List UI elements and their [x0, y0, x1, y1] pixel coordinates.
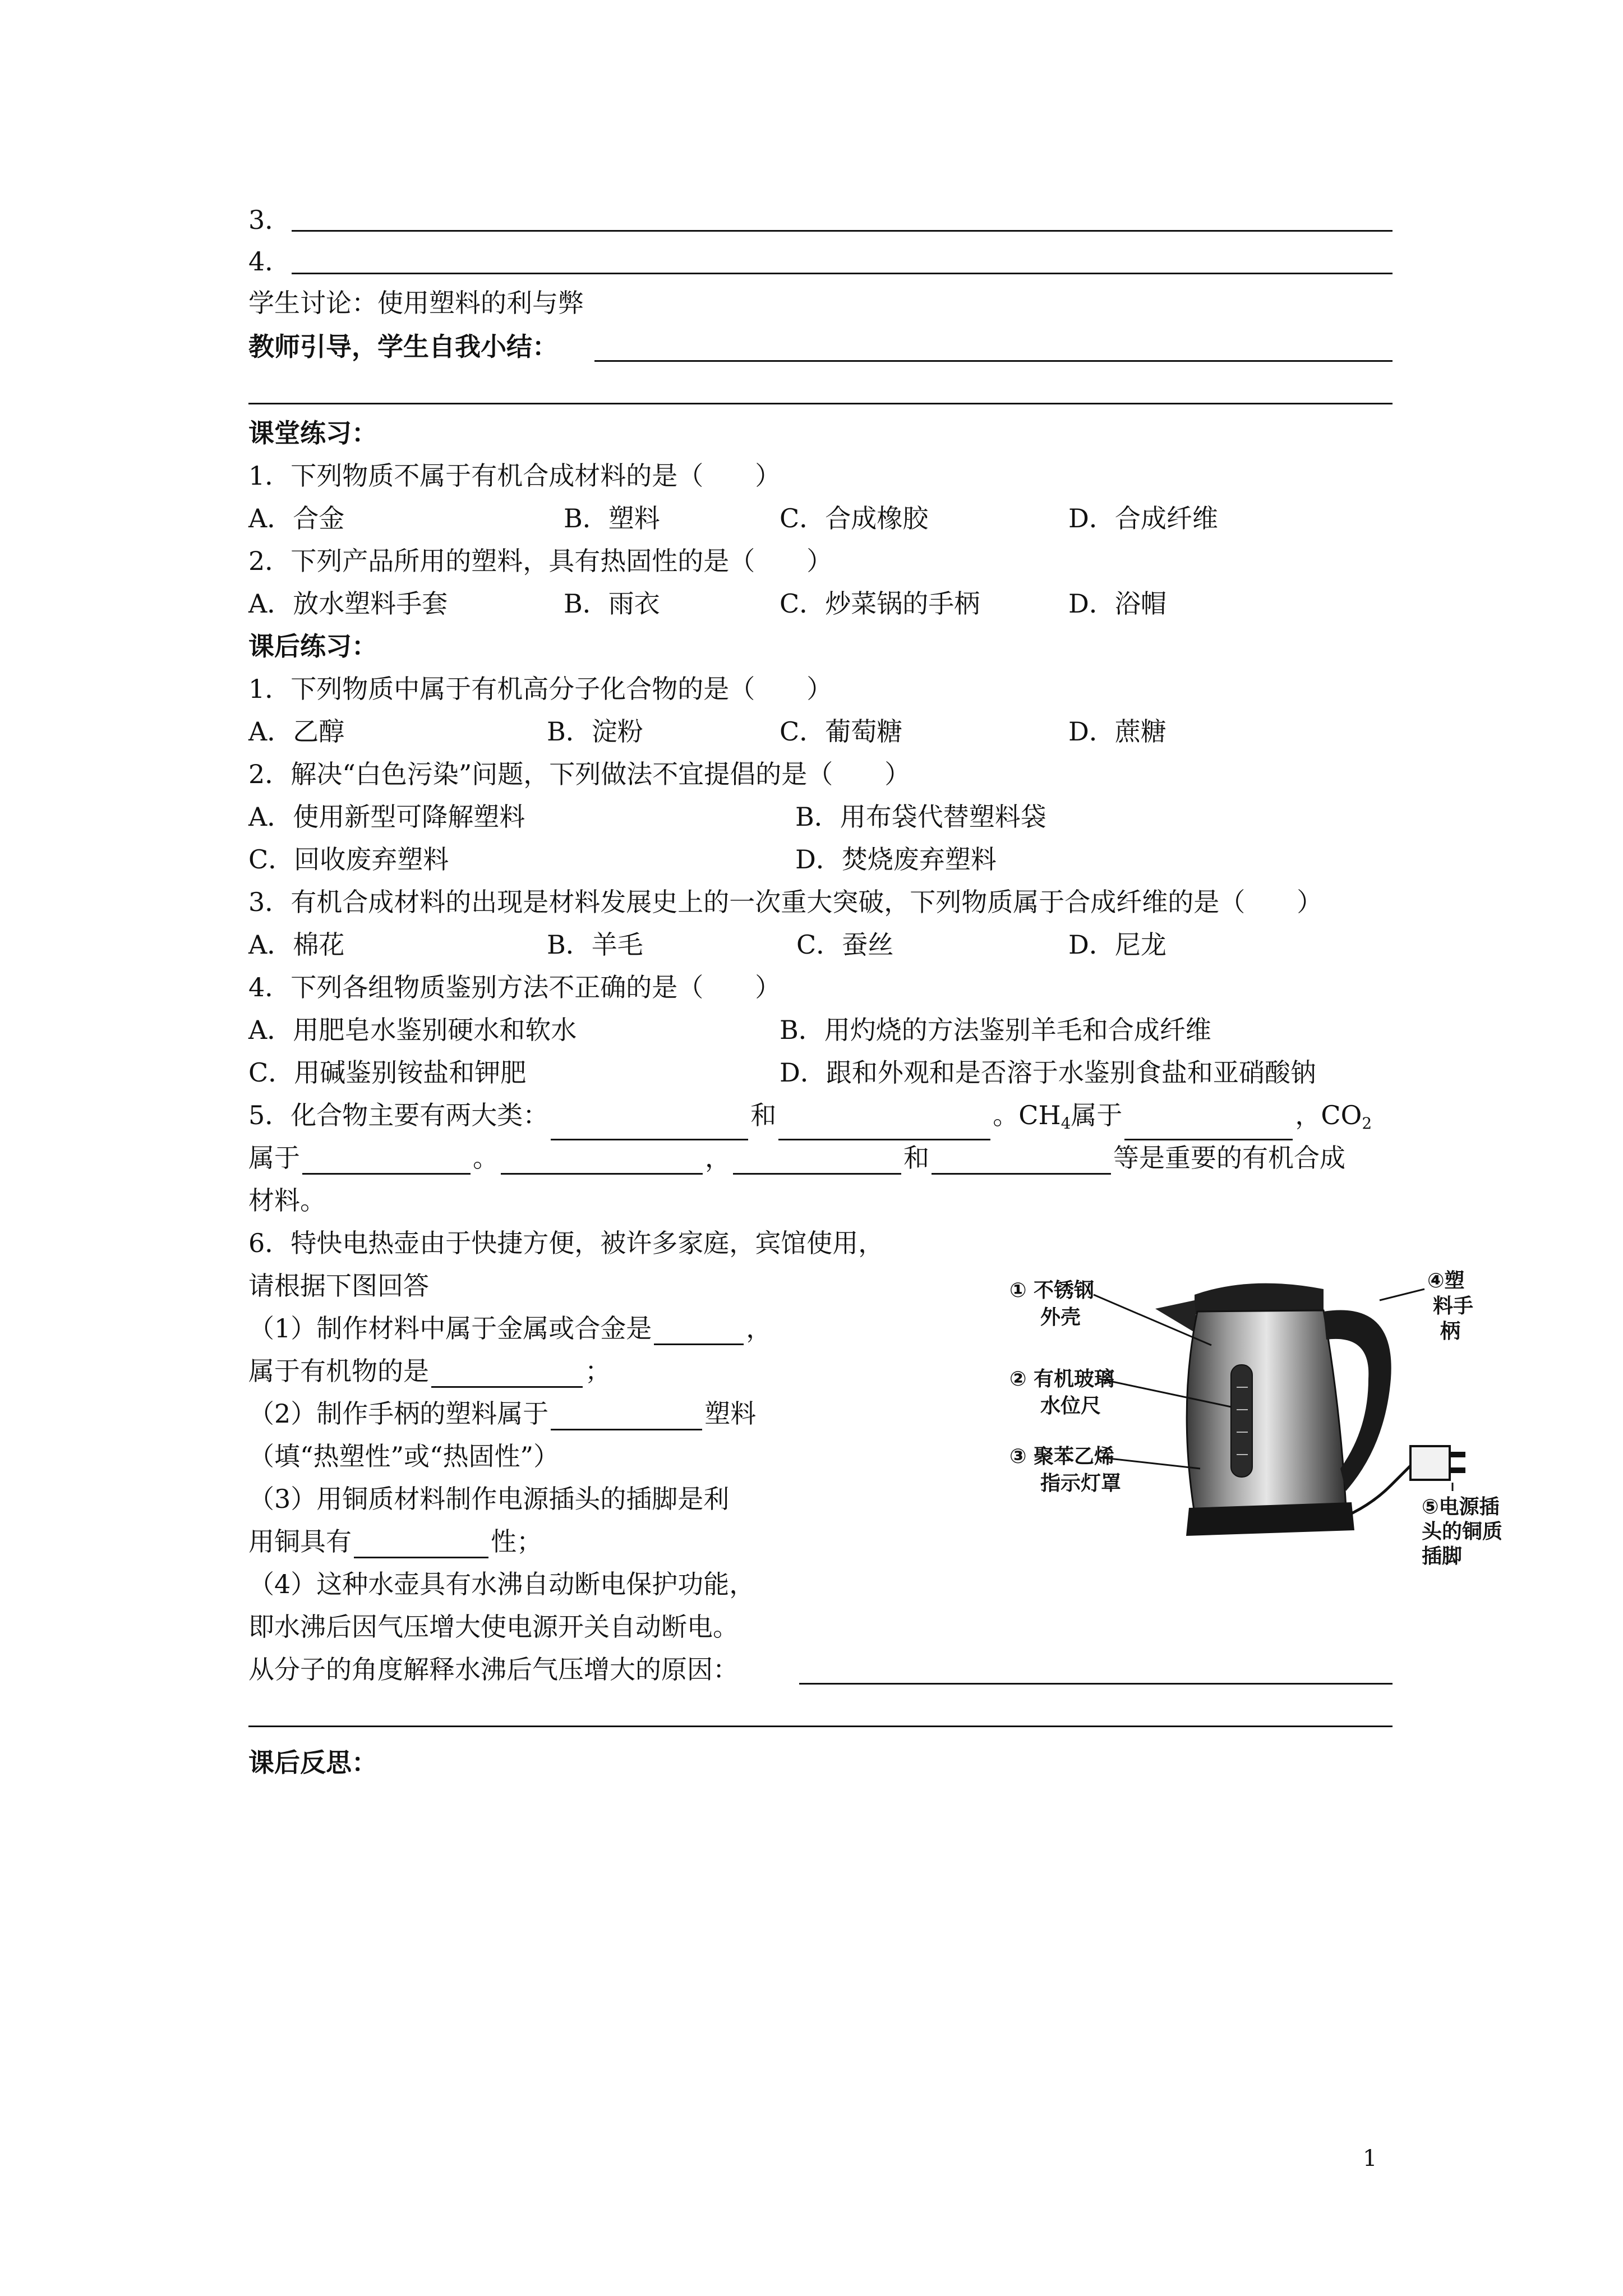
discussion-text: 学生讨论：使用塑料的利与弊 — [248, 288, 584, 318]
homework-q6-l5: （2）制作手柄的塑料属于 塑料 — [248, 1397, 756, 1430]
electric-kettle-figure — [1009, 1267, 1525, 1609]
classroom-q1-stem: 1．下列物质不属于有机合成材料的是（ ） — [248, 461, 781, 491]
homework-q6-l7: （3）用铜质材料制作电源插头的插脚是利 — [248, 1484, 730, 1514]
figure-label-4b: 料手 — [1433, 1295, 1474, 1318]
summary-label: 教师引导，学生自我小结： — [248, 332, 558, 362]
summary-line-1[interactable] — [594, 360, 1393, 362]
classroom-q1-option-d[interactable]: D．合成纤维 — [1068, 503, 1218, 533]
homework-q1-option-a[interactable]: A．乙醇 — [248, 716, 345, 747]
classroom-q1-option-b[interactable]: B．塑料 — [564, 503, 660, 533]
homework-q6-l10: 即水沸后因气压增大使电源开关自动断电。 — [248, 1612, 739, 1642]
homework-q6-l11: 从分子的角度解释水沸后气压增大的原因： — [248, 1654, 739, 1685]
summary-line-2[interactable] — [248, 403, 1393, 404]
q5-blank-3[interactable] — [1124, 1113, 1293, 1140]
answer-line-4[interactable] — [292, 273, 1393, 274]
homework-q1-stem: 1．下列物质中属于有机高分子化合物的是（ ） — [248, 674, 833, 704]
figure-label-1: ① 不锈钢 — [1009, 1279, 1095, 1302]
homework-q4-option-b[interactable]: B．用灼烧的方法鉴别羊毛和合成纤维 — [780, 1015, 1211, 1045]
classroom-q2-stem: 2．下列产品所用的塑料，具有热固性的是（ ） — [248, 546, 833, 576]
homework-q2-option-c[interactable]: C．回收废弃塑料 — [248, 844, 449, 875]
q5-blank-1[interactable] — [551, 1113, 748, 1140]
q5-blank-5[interactable] — [501, 1147, 703, 1175]
q6-blank-property[interactable] — [354, 1531, 488, 1558]
homework-q3-option-c[interactable]: C．蚕丝 — [796, 930, 894, 960]
figure-label-2b: 水位尺 — [1040, 1395, 1101, 1418]
homework-q2-option-d[interactable]: D．焚烧废弃塑料 — [795, 844, 997, 875]
item-4: 4． — [248, 246, 291, 277]
homework-q4-option-a[interactable]: A．用肥皂水鉴别硬水和软水 — [248, 1015, 577, 1045]
homework-q4-option-d[interactable]: D．跟和外观和是否溶于水鉴别食盐和亚硝酸钠 — [780, 1057, 1316, 1088]
homework-q3-option-a[interactable]: A．棉花 — [248, 930, 345, 960]
homework-q1-option-c[interactable]: C．葡萄糖 — [780, 716, 903, 747]
q6-answer-line-2[interactable] — [248, 1726, 1393, 1727]
homework-q6-l6: （填“热塑性”或“热固性”） — [248, 1441, 560, 1471]
page-number: 1 — [1363, 2146, 1377, 2171]
homework-q3-option-b[interactable]: B．羊毛 — [547, 930, 643, 960]
figure-label-3: ③ 聚苯乙烯 — [1009, 1445, 1115, 1468]
homework-q1-option-b[interactable]: B．淀粉 — [547, 716, 643, 747]
homework-q1-option-d[interactable]: D．蔗糖 — [1068, 716, 1166, 747]
homework-q2-option-a[interactable]: A．使用新型可降解塑料 — [248, 802, 525, 832]
classroom-q2-option-c[interactable]: C．炒菜锅的手柄 — [780, 588, 980, 619]
homework-q6-l4: 属于有机物的是 ； — [248, 1354, 611, 1388]
figure-label-5b: 头的铜质 — [1422, 1520, 1503, 1543]
figure-label-3b: 指示灯罩 — [1040, 1472, 1122, 1495]
reflection-heading: 课后反思： — [248, 1747, 377, 1778]
classroom-q2-option-b[interactable]: B．雨衣 — [564, 588, 660, 619]
homework-q6-l2: 请根据下图回答 — [248, 1271, 429, 1301]
item-3: 3． — [248, 205, 291, 235]
classroom-q2-option-a[interactable]: A．放水塑料手套 — [248, 588, 448, 619]
homework-q5-line3: 材料。 — [248, 1185, 326, 1216]
q5-blank-2[interactable] — [778, 1113, 990, 1140]
answer-line-3[interactable] — [292, 230, 1393, 232]
q5-blank-7[interactable] — [932, 1147, 1111, 1175]
homework-q5-line1: 5．化合物主要有两大类： 和 。$CH_4$属于 ，$CO_2$ — [248, 1098, 1372, 1140]
homework-q4-option-c[interactable]: C．用碱鉴别铵盐和钾肥 — [248, 1057, 527, 1088]
classroom-heading: 课堂练习： — [248, 418, 377, 448]
homework-q2-option-b[interactable]: B．用布袋代替塑料袋 — [795, 802, 1046, 832]
homework-q2-stem: 2．解决“白色污染”问题，下列做法不宜提倡的是（ ） — [248, 759, 911, 789]
classroom-q2-option-d[interactable]: D．浴帽 — [1068, 588, 1166, 619]
q6-blank-organic[interactable] — [431, 1360, 583, 1388]
q6-answer-line-1[interactable] — [799, 1683, 1393, 1685]
q6-blank-plastic-type[interactable] — [551, 1403, 702, 1430]
q5-blank-6[interactable] — [733, 1147, 901, 1175]
figure-label-2: ② 有机玻璃 — [1009, 1368, 1115, 1391]
figure-label-4c: 柄 — [1440, 1320, 1461, 1343]
figure-label-1b: 外壳 — [1040, 1306, 1081, 1329]
figure-label-5a: ⑤电源插 — [1422, 1496, 1500, 1519]
homework-q6-l1: 6．特快电热壶由于快捷方便，被许多家庭，宾馆使用， — [248, 1228, 884, 1258]
homework-q3-option-d[interactable]: D．尼龙 — [1068, 930, 1166, 960]
homework-q6-l9: （4）这种水壶具有水沸自动断电保护功能， — [248, 1569, 755, 1599]
q5-blank-4[interactable] — [302, 1147, 471, 1175]
homework-heading: 课后练习： — [248, 631, 377, 661]
homework-q5-line2: 属于 。 ， 和 等是重要的有机合成 — [248, 1141, 1345, 1175]
homework-q3-stem: 3．有机合成材料的出现是材料发展史上的一次重大突破，下列物质属于合成纤维的是（ ） — [248, 887, 1323, 917]
homework-q6-l8: 用铜具有 性； — [248, 1525, 542, 1558]
q6-blank-metal[interactable] — [654, 1318, 744, 1345]
homework-q6-l3: （1）制作材料中属于金属或合金是 ， — [248, 1312, 772, 1345]
figure-label-5c: 插脚 — [1422, 1545, 1463, 1568]
figure-label-4a: ④塑 — [1427, 1269, 1465, 1292]
classroom-q1-option-c[interactable]: C．合成橡胶 — [780, 503, 929, 533]
homework-q4-stem: 4．下列各组物质鉴别方法不正确的是（ ） — [248, 972, 781, 1002]
classroom-q1-option-a[interactable]: A．合金 — [248, 503, 345, 533]
